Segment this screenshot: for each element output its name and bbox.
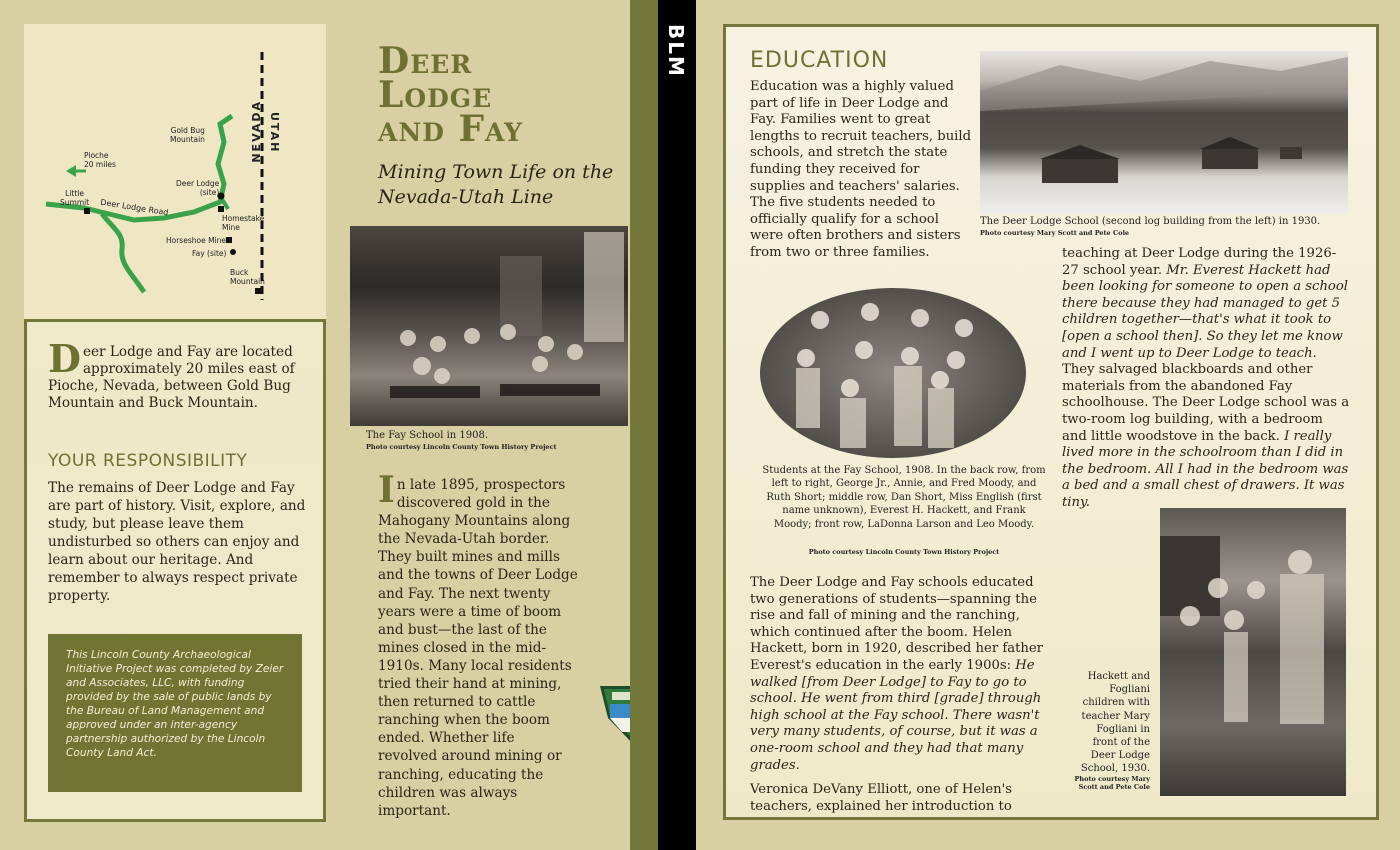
education-intro: Education was a highly valued part of life in Deer Lodge and Fay. Families went to great lengths to recruit teachers, build schools, and stretch the state funding they received for supplies and teachers' salaries. The five students needed to officially qualify for a school were often brothers and sisters from two or three families. — [750, 79, 972, 260]
location-map — [24, 24, 326, 322]
intro-paragraph — [48, 336, 304, 412]
map-label-little-summit: Little Summit — [60, 189, 90, 207]
map-label-nevada: NEVADA — [250, 100, 263, 163]
bottom-para-1 — [750, 575, 1052, 774]
deer-lodge-school-photo-art — [980, 51, 1348, 213]
map-label-fay: Fay (site) — [192, 249, 227, 258]
bottom-text-1: The Deer Lodge and Fay schools educated two generations of students—spanning the rise and fall of mining and the ranching, which continued after the boom. Helen Hackett, born in 1920, described her father Everest's education in the early 1900s: — [750, 575, 1043, 673]
deer-lodge-school-credit: Photo courtesy Mary Scott and Pete Cole — [980, 229, 1130, 237]
fay-school-photo-art — [350, 226, 628, 426]
col2-quote-1: Mr. Everest Hackett had been looking for someone to open a school there because they had managed to get 5 children together—that's what it took to [open a school then]. So they let me know and I went up to Deer Lodge to teach. — [1062, 262, 1349, 361]
intro-dropcap: D — [48, 336, 81, 381]
hackett-fogliani-credit: Photo courtesy Mary Scott and Pete Cole — [1074, 775, 1150, 791]
col2-text-2: They salvaged blackboards and other materials from the abandoned Fay schoolhouse. The Deer Lodge school was a two-room log building, with a bedroom and little woodstove in the back. — [1062, 362, 1350, 444]
fay-students-credit: Photo courtesy Lincoln County Town History Project — [808, 548, 1000, 556]
education-bottom-text — [750, 575, 1052, 815]
map-label-road: Deer Lodge Road — [99, 197, 170, 218]
map-label-homestake: Homestake Mine — [222, 214, 265, 232]
deer-lodge-school-photo — [980, 51, 1348, 213]
map-graphic — [24, 24, 320, 316]
responsibility-heading: YOUR RESPONSIBILITY — [48, 451, 248, 471]
page-title — [378, 40, 524, 150]
fay-students-photo — [760, 288, 1026, 458]
hackett-fogliani-caption: Hackett and Fogliani children with teacher Mary Fogliani in front of the Deer Lodge School, 1930. — [1080, 671, 1150, 775]
map-label-horseshoe: Horseshoe Mine — [166, 236, 227, 245]
fay-students-photo-art — [760, 288, 1026, 458]
intro-text: eer Lodge and Fay are located approximately 20 miles east of Pioche, Nevada, between Gold Bug Mountain and Buck Mountain. — [48, 344, 295, 411]
map-label-buck: Buck Mountain — [230, 268, 265, 286]
fay-school-caption: The Fay School in 1908. — [366, 430, 489, 441]
bottom-quote: He walked [from Deer Lodge] to Fay to go to school. He went from third [grade] through high school at the Fay school. There wasn't very many students, of course, but it was a one-room school and they had that many grades. — [750, 657, 1042, 773]
fay-students-caption: Students at the Fay School, 1908. In the back row, from left to right, George Jr., Annie, and Fred Moody, and Ruth Short; middle row, Dan Short, Miss English (first name unknown), Everest H. Hackett, and Frank Moody; front row, LaDonna Larson and Leo Moody. — [762, 465, 1046, 530]
map-label-deer-lodge: Deer Lodge (site) — [176, 179, 220, 197]
story-text: n late 1895, prospectors discovered gold in the Mahogany Mountains along the Nevada-Utah border. They built mines and mills and the towns of Deer Lodge and Fay. The next twenty years were a time of boom and bust—the last of the mines closed in the mid-1910s. Many local residents tried their hand at mining, then returned to cattle ranching when the boom ended. Whether life revolved around mining or ranching, educating the children was always important. — [378, 477, 578, 819]
responsibility-text: The remains of Deer Lodge and Fay are part of history. Visit, explore, and study, but please leave them undisturbed so others can enjoy and learn about our heritage. And remember to always respect private property. — [48, 480, 306, 604]
title-line-1: Deer — [378, 40, 473, 82]
map-label-gold-bug: Gold Bug Mountain — [170, 126, 205, 144]
title-line-3: and Fay — [378, 108, 524, 150]
education-column-2 — [1062, 246, 1350, 512]
hackett-fogliani-photo-art — [1160, 508, 1346, 796]
hackett-fogliani-photo — [1160, 508, 1346, 796]
education-heading: EDUCATION — [750, 48, 889, 73]
story-dropcap: I — [378, 469, 395, 511]
title-line-2: Lodge — [378, 74, 493, 116]
map-label-pioche: Pioche 20 miles — [84, 151, 116, 169]
deer-lodge-school-caption: The Deer Lodge School (second log building from the left) in 1930. — [980, 216, 1321, 227]
bottom-para-2: Veronica DeVany Elliott, one of Helen's teachers, explained her introduction to — [750, 782, 1013, 814]
subtitle: Mining Town Life on the Nevada-Utah Line — [378, 161, 614, 208]
project-credit-box — [48, 634, 302, 792]
spine-margin — [696, 0, 720, 850]
col2-quote-2: I really lived more in the schoolroom than I did in the bedroom. All I had in the bedroom was a bed and a small chest of drawers. It was tiny. — [1062, 428, 1349, 510]
spine-black-stripe — [658, 0, 696, 850]
spine-label: BLM — [664, 24, 688, 78]
spine-green-stripe — [630, 0, 658, 850]
fay-school-photo — [350, 226, 628, 426]
map-label-utah: UTAH — [268, 112, 281, 154]
fay-school-credit: Photo courtesy Lincoln County Town History Project — [366, 443, 557, 451]
project-credit-text: This Lincoln County Archaeological Initiative Project was completed by Zeier and Associates, LLC, with funding provided by the sale of public lands by the Bureau of Land Management and approved under an inter-agency partnership authorized by the Lincoln County Land Act. — [66, 649, 284, 759]
story-paragraph — [378, 469, 578, 820]
col2-text-1: teaching at Deer Lodge during the 1926-27 school year. — [1062, 246, 1337, 278]
